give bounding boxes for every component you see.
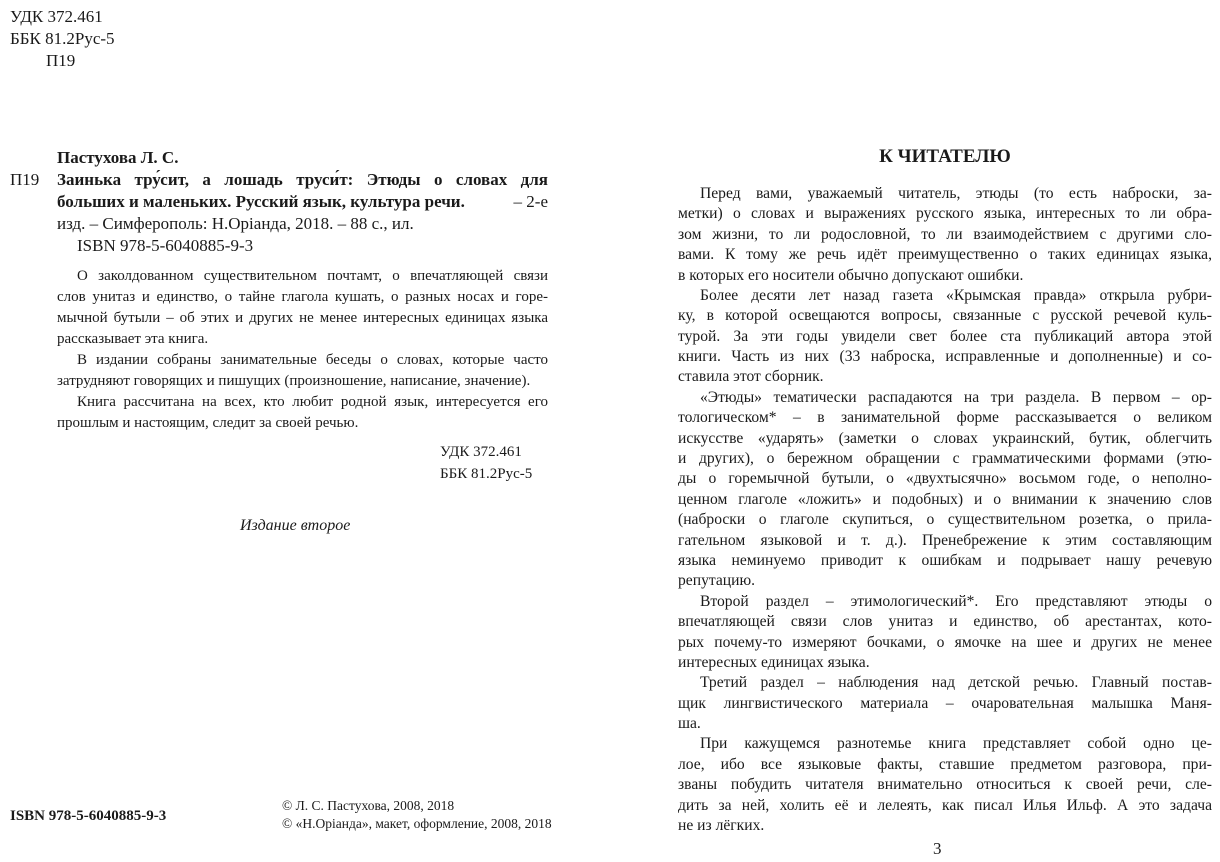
author-name: Пастухова Л. С.	[57, 148, 179, 167]
body-line: Третий раздел – наблюдения над детской речью. Главный постав-	[700, 674, 1212, 692]
annotation-line: Книга рассчитана на всех, кто любит родной язык, интересуется его	[77, 394, 548, 410]
page-number: 3	[933, 839, 942, 858]
body-line: вами. К тому же речь идёт преимущественно о таких единицах языка,	[678, 246, 1212, 264]
body-line: зом жизни, то ли родословной, то ли взаимодействием с другими сло-	[678, 225, 1212, 243]
body-line: турой. За эти годы увидели свет более ста публикаций автора этой	[678, 327, 1212, 345]
body-line: ценном глаголе «ложить» и подобных) и о внимании к значению слов	[678, 490, 1212, 508]
body-line: ставила этот сборник.	[678, 368, 824, 386]
isbn-bottom: ISBN 978-5-6040885-9-3	[10, 808, 167, 824]
annotation-line: В издании собраны занимательные беседы о словах, которые часто	[77, 352, 548, 368]
udk-code-footer: УДК 372.461	[440, 444, 522, 460]
body-line: ша.	[678, 715, 701, 733]
body-line: «Этюды» тематически распадаются на три раздела. В первом – ор-	[700, 388, 1212, 406]
body-line: щик лингвистического материала – очаровательная малышка Маня-	[678, 694, 1212, 712]
body-line: Перед вами, уважаемый читатель, этюды (то есть наброски, за-	[700, 185, 1212, 202]
body-line: ды о горемычной бутыли, о «двухтысячно» восьмом годе, о неполно-	[678, 470, 1212, 488]
body-line: в которых его носители обычно допускают ошибки.	[678, 266, 1024, 284]
imprint-line: изд. – Симферополь: Н.Оріанда, 2018. – 88 с., ил.	[57, 214, 414, 233]
book-title-text: больших и маленьких. Русский язык, культура речи.	[57, 192, 465, 211]
edition-label: Издание второе	[240, 517, 351, 534]
body-line: (наброски о глаголе скупиться, о существительном розетка, о прила-	[678, 511, 1212, 529]
body-line: гательном языковой и т. д.). Пренебрежение к этим составляющим	[678, 531, 1212, 549]
body-line: лое, ибо все языковые факты, ставшие предметом разговора, при-	[678, 755, 1212, 773]
annotation-line: мычной бутыли – об этих и других не менее интересных единицах языка	[57, 310, 548, 326]
copyright-line: © Л. С. Пастухова, 2008, 2018	[282, 798, 455, 813]
body-line: тологическом* – в занимательной форме рассказывается о великом	[678, 409, 1212, 427]
body-line: Более десяти лет назад газета «Крымская правда» открыла рубри-	[700, 286, 1212, 304]
body-line: впечатляющей связи слов унитаз и единство, об арестантах, кото-	[678, 613, 1212, 631]
body-line: Второй раздел – этимологический*. Его представляют этюды о	[700, 592, 1212, 610]
body-line: ку, в которой освещаются вопросы, связанные с русской речевой куль-	[678, 307, 1212, 325]
annotation-line: затрудняют говорящих и пишущих (произношение, написание, значение).	[57, 373, 531, 389]
body-line: При кажущемся разнотемье книга представляет собой одно це-	[700, 735, 1212, 753]
author-mark: П19	[46, 51, 76, 70]
body-line: рых почему-то измеряют бочками, о ямочке на шее и других не менее	[678, 633, 1212, 651]
page-heading: К ЧИТАТЕЛЮ	[879, 146, 1011, 167]
annotation-line: О заколдованном существительном почтамт, о впечатляющей связи	[77, 268, 548, 284]
body-line: и других), о бережном обращении с грамматическими формами (этю-	[678, 450, 1212, 468]
bbk-code: ББК 81.2Рус-5	[10, 29, 115, 48]
annotation-line: рассказывает эта книга.	[57, 331, 209, 347]
book-title-line-1: Заинька тру́сит, а лошадь труси́т: Этюды о словах для	[57, 170, 548, 189]
edition-suffix: – 2-е	[513, 192, 548, 211]
body-line: искусстве «ударять» (заметки о словах украинский, бутик, облегчить	[678, 429, 1212, 447]
copyright-line: © «Н.Оріанда», макет, оформление, 2008, 2018	[282, 816, 552, 831]
body-line: метки) о словах и выражениях русского языка, интересных то ли обра-	[678, 205, 1212, 223]
body-line: дить за ней, холить её и лелеять, как писал Илья Ильф. А это задача	[678, 796, 1212, 814]
body-line: книги. Часть из них (33 наброска, исправленные и дополненные) и со-	[678, 348, 1212, 366]
annotation-line: прошлым и настоящим, следит за своей речью.	[57, 415, 359, 431]
body-line: не из лёгких.	[678, 817, 765, 834]
body-line: языка неминуемо приводит к ошибкам и подрывает нашу речевую	[678, 551, 1212, 569]
isbn-line: ISBN 978-5-6040885-9-3	[77, 236, 254, 255]
annotation-line: слов унитаз и единство, о тайне глагола кушать, о разных носах и горе-	[57, 289, 548, 305]
bbk-code-footer: ББК 81.2Рус-5	[440, 466, 533, 482]
marginal-code: П19	[10, 170, 40, 189]
body-line: интересных единицах языка.	[678, 653, 870, 671]
body-line: репутацию.	[678, 572, 756, 590]
udk-code: УДК 372.461	[10, 7, 103, 26]
book-title-line-2	[57, 192, 548, 212]
body-line: званы побудить читателя внимательно относиться к своей речи, сле-	[678, 776, 1212, 794]
